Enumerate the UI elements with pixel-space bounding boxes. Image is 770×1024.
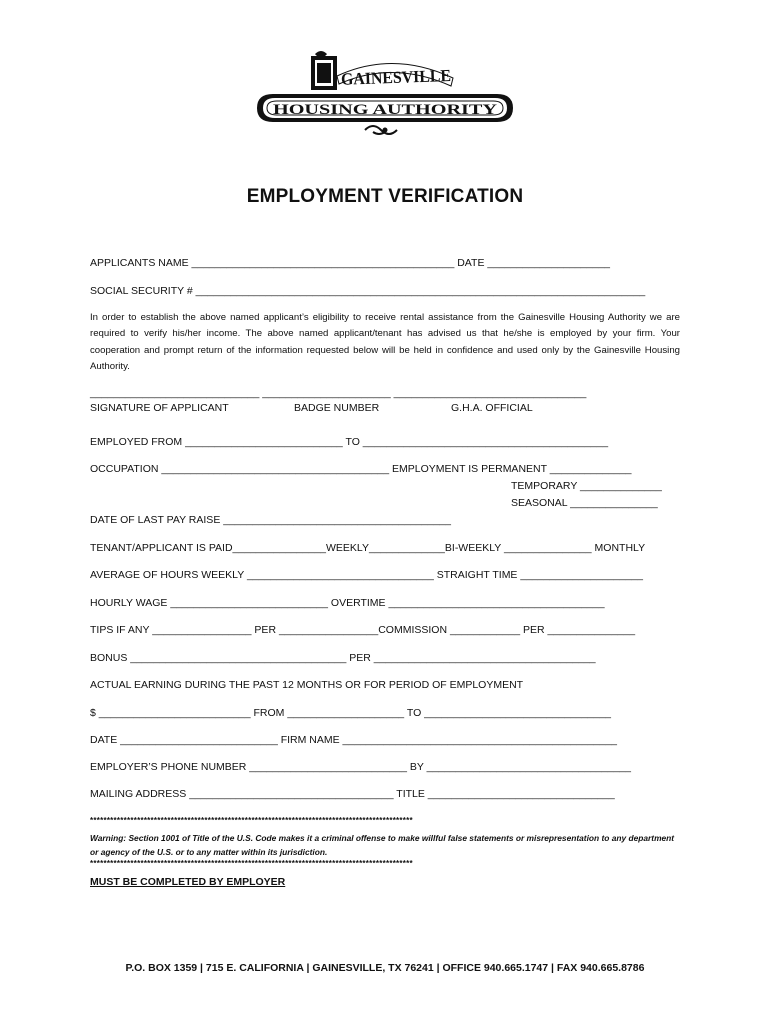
mailing-address-line[interactable]: MAILING ADDRESS ___________________________________ TITLE ________________________________ [90,788,615,800]
earning-amount-line[interactable]: $ __________________________ FROM ____________________ TO ________________________________ [90,707,612,719]
signature-rules[interactable]: _____________________________ ______________________ _________________________________ [90,387,587,399]
occupation-line[interactable]: OCCUPATION _______________________________________ EMPLOYMENT IS PERMANENT ______________ [90,463,632,475]
applicant-name-line[interactable]: APPLICANTS NAME _____________________________________________ DATE _____________________ [90,257,610,269]
actual-earning-heading: ACTUAL EARNING DURING THE PAST 12 MONTHS OR FOR PERIOD OF EMPLOYMENT [90,679,524,691]
social-security-line[interactable]: SOCIAL SECURITY # _____________________________________________________________________________ [90,285,646,297]
employed-from-line[interactable]: EMPLOYED FROM ___________________________ TO __________________________________________ [90,436,609,448]
bonus-line[interactable]: BONUS _____________________________________ PER ______________________________________ [90,652,596,664]
hourly-wage-line[interactable]: HOURLY WAGE ___________________________ OVERTIME _____________________________________ [90,597,605,609]
divider-stars-top: ************************************************************************************************ [90,816,413,825]
intro-paragraph: In order to establish the above named applicant’s eligibility to receive rental assistance from the Gainesville Housing Authority we are required to verify his/her income. The above named applicant/tenant has advised us that he/she is employed by your firm. Your cooperation and prompt return of the information requested below will be held in confidence and used only by the Gainesville Housing Authority. [90,312,680,372]
footer-address: P.O. BOX 1359 | 715 E. CALIFORNIA | GAINESVILLE, TX 76241 | OFFICE 940.665.1747 | FAX 940.665.8786 [125,962,645,974]
tips-line[interactable]: TIPS IF ANY _________________ PER _________________COMMISSION ____________ PER _______________ [90,624,636,636]
seasonal-line[interactable]: SEASONAL _______________ [511,497,658,509]
divider-stars-bottom: ************************************************************************************************ [90,859,413,868]
must-complete-notice: MUST BE COMPLETED BY EMPLOYER [90,876,286,888]
paid-frequency-line[interactable]: TENANT/APPLICANT IS PAID________________WEEKLY_____________BI-WEEKLY _______________ MONTHLY [90,542,646,554]
logo-line1: GAINESVILLE [340,65,460,89]
warning-text: Warning: Section 1001 of Title of the U.S. Code makes it a criminal offense to make willful false statements or misrepresentation to any department or agency of the U.S. or to any matter within its jurisdiction. [90,833,675,857]
gha-official-label: G.H.A. OFFICIAL [451,402,533,414]
ornate-scroll-logo-icon [253,48,517,138]
date-firm-line[interactable]: DATE ___________________________ FIRM NAME _______________________________________________ [90,734,618,746]
last-pay-raise-line[interactable]: DATE OF LAST PAY RAISE _______________________________________ [90,514,451,526]
average-hours-line[interactable]: AVERAGE OF HOURS WEEKLY ________________________________ STRAIGHT TIME _____________________ [90,569,643,581]
temporary-line[interactable]: TEMPORARY ______________ [511,480,662,492]
page-title: EMPLOYMENT VERIFICATION [246,186,524,207]
employer-phone-line[interactable]: EMPLOYER’S PHONE NUMBER ___________________________ BY ___________________________________ [90,761,631,773]
signature-applicant-label: SIGNATURE OF APPLICANT [90,402,229,414]
logo-line2: HOUSING AUTHORITY [273,102,498,118]
badge-number-label: BADGE NUMBER [294,402,380,414]
